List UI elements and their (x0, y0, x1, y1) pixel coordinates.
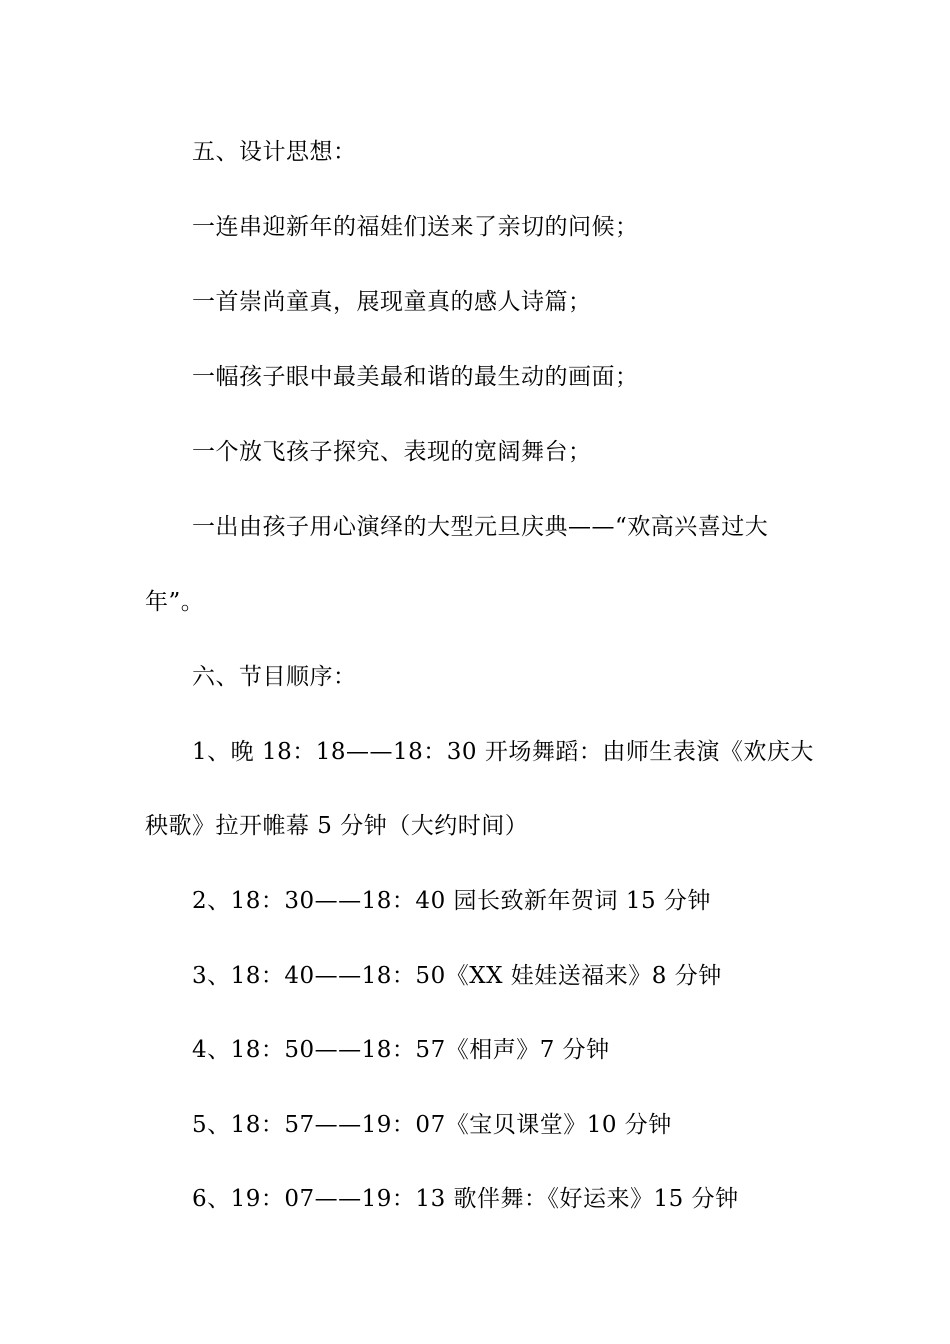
program-item: 6、19：07——19：13 歌伴舞：《好运来》15 分钟 (192, 1186, 739, 1212)
section-heading-design-idea: 五、设计思想： (192, 139, 357, 165)
design-idea-closing-line: 一出由孩子用心演绎的大型元旦庆典——“欢高兴喜过大 (192, 514, 769, 540)
program-item: 2、18：30——18：40 园长致新年贺词 15 分钟 (192, 888, 711, 914)
program-item: 1、晚 18：18——18：30 开场舞蹈：由师生表演《欢庆大 (192, 739, 814, 765)
design-idea-line: 一个放飞孩子探究、表现的宽阔舞台； (192, 439, 592, 465)
section-heading-program-order: 六、节目顺序： (192, 664, 357, 690)
program-item-continuation: 秧歌》拉开帷幕 5 分钟（大约时间） (145, 813, 529, 839)
program-item: 5、18：57——19：07《宝贝课堂》10 分钟 (192, 1112, 672, 1138)
design-idea-closing-continuation: 年”。 (145, 589, 205, 615)
design-idea-line: 一连串迎新年的福娃们送来了亲切的问候； (192, 214, 639, 240)
program-item: 3、18：40——18：50《XX 娃娃送福来》8 分钟 (192, 963, 722, 989)
program-item: 4、18：50——18：57《相声》7 分钟 (192, 1037, 610, 1063)
design-idea-line: 一首崇尚童真，展现童真的感人诗篇； (192, 289, 592, 315)
design-idea-line: 一幅孩子眼中最美最和谐的最生动的画面； (192, 364, 639, 390)
